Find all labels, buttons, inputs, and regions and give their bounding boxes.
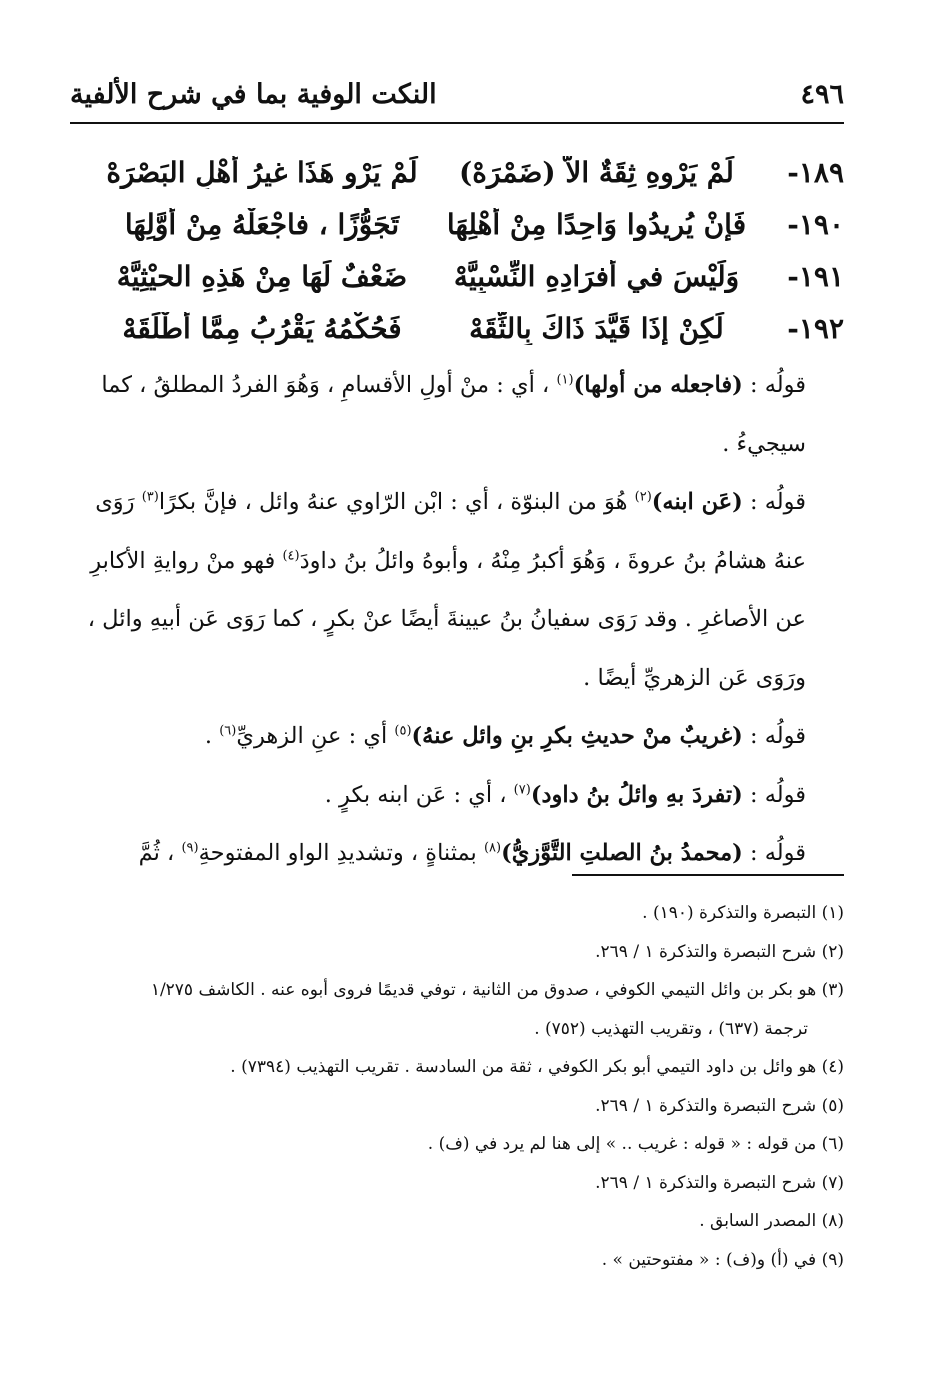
verse-second-hemistich: لَمْ يَرْوِ هَذَا غيرُ أَهْلِ البَصْرَهْ — [106, 155, 418, 189]
verse-second-hemistich: تَجَوُّزًا ، فاجْعَلْهُ مِنْ أَوَّلِهَا — [124, 207, 400, 241]
footnote: (١) التبصرة والتذكرة (١٩٠) . — [642, 903, 844, 923]
verse-number: ١٩٠- — [787, 207, 844, 241]
footnote: (٤) هو وائل بن داود التيمي أبو بكر الكوفي ، ثقة من السادسة . تقريب التهذيب (٧٣٩٤) . — [230, 1057, 844, 1077]
header-divider — [70, 122, 844, 124]
commentary-paragraph — [70, 766, 844, 825]
paragraph-text: ، أي : عَن ابنه بكرٍ . — [324, 781, 514, 808]
footnote-marker: (٢) — [634, 489, 652, 505]
quoted-phrase: (عَن ابنه) — [651, 489, 743, 515]
footnote-marker: (١) — [556, 372, 574, 388]
quoted-phrase: (فاجعله من أولها) — [573, 372, 743, 398]
quoted-phrase: (تفردَ بهِ وائلُ بنُ داود) — [530, 781, 743, 808]
verse-line — [95, 302, 844, 354]
lead-word: قولُه : — [742, 840, 806, 866]
commentary-paragraph — [70, 707, 844, 766]
verse-line — [95, 198, 844, 250]
commentary-paragraph — [70, 356, 844, 473]
footnote: (٧) شرح التبصرة والتذكرة ١ / ٢٦٩. — [595, 1172, 844, 1193]
paragraph-text: ، أي : منْ أولِ الأقسامِ ، وَهُوَ الفردُ المطلقُ ، كما سيجيءُ . — [101, 372, 806, 457]
paragraph-text: بمثناةٍ ، وتشديدِ الواو المفتوحةِ — [198, 840, 484, 866]
verse-number: ١٩١- — [787, 259, 844, 293]
verse-line — [95, 146, 844, 198]
quoted-phrase: (غريبٌ منْ حديثِ بكرِ بنِ وائل عنهُ) — [411, 723, 743, 749]
quoted-phrase: (محمدُ بنُ الصلتِ التَّوَّزيُّ) — [501, 840, 743, 866]
footnotes — [70, 894, 844, 1279]
footnote-marker: (٩) — [181, 840, 199, 856]
paragraph-text: أي : عنِ الزهريِّ — [236, 723, 395, 749]
verse-first-hemistich: لَكِنْ إِذَا قَيَّدَ ذَاكَ بِالثِّقَهْ — [469, 311, 724, 345]
paragraph-text: هُوَ من البنوّة ، أي : ابْن الرّاوي عنهُ وائل ، فإنَّ بكرًا — [158, 489, 635, 515]
footnote: (٩) في (أ) و(ف) : « مفتوحتين » . — [601, 1249, 844, 1270]
verse-first-hemistich: وَلَيْسَ في أفرَادِهِ النِّسْبِيَّهْ — [453, 259, 740, 293]
commentary-text — [70, 356, 844, 883]
footnote: (٢) شرح التبصرة والتذكرة ١ / ٢٦٩. — [595, 941, 844, 962]
footnote-marker: (٨) — [483, 840, 502, 856]
verse-first-hemistich: فَإِنْ يُرِيدُوا وَاحِدًا مِنْ أَهْلِهَا — [446, 207, 747, 241]
verse-number: ١٩٢- — [787, 311, 844, 345]
verse-second-hemistich: ضَعْفٌ لَهَا مِنْ هَذِهِ الحيْثِيَّهْ — [116, 259, 408, 293]
paragraph-text: فهو منْ روايةِ الأكابرِ عن الأصاغرِ . وقد رَوَى سفيانُ بنُ عيينةَ أيضًا عنْ بكرٍ ، كما رَوَى عَن أبيهِ وائل ، ورَوَى عَن الزهريِّ أيضًا . — [87, 547, 806, 691]
footnote-marker: (٧) — [513, 782, 531, 797]
verse-line — [95, 250, 844, 302]
footnote: (٨) المصدر السابق . — [699, 1211, 844, 1231]
lead-word: قولُه : — [742, 781, 806, 808]
footnote-marker: (٦) — [219, 723, 237, 739]
verse-block — [95, 146, 844, 354]
footnote: (٣) هو بكر بن وائل التيمي الكوفي ، صدوق من الثانية ، توفي قديمًا فروى أبوه عنه . الكاشف ١/٢٧٥ — [150, 980, 844, 1000]
lead-word: قولُه : — [742, 372, 806, 398]
page-number: ٤٩٦ — [800, 78, 844, 110]
footnote-continuation: ترجمة (٦٣٧) ، وتقريب التهذيب (٧٥٢) . — [534, 1018, 808, 1039]
paragraph-text: رَوَى عنهُ هشامُ بنُ عروةَ ، وَهُوَ أكبرُ مِنْهُ ، وأبوهُ وائلُ بنُ داودَ — [95, 489, 806, 574]
footnote-marker: (٣) — [141, 489, 159, 505]
footnote-divider — [572, 874, 844, 876]
lead-word: قولُه : — [742, 489, 806, 515]
paragraph-text: ، ثُمَّ — [138, 840, 182, 866]
verse-second-hemistich: فَحُكْمُهُ يَقْرُبُ مِمَّا أَطْلَقَهْ — [122, 311, 402, 345]
footnote-marker: (٤) — [282, 548, 300, 563]
verse-first-hemistich: لَمْ يَرْوِهِ ثِقَةٌ الاّ (ضَمْرَهْ) — [459, 155, 734, 189]
paragraph-text: . — [204, 723, 220, 749]
footnote: (٥) شرح التبصرة والتذكرة ١ / ٢٦٩. — [595, 1095, 844, 1116]
running-title: النكت الوفية بما في شرح الألفية — [70, 78, 437, 110]
page-header — [70, 66, 844, 122]
footnote: (٦) من قوله : « قوله : غريب .. » إلى هنا لم يرد في (ف) . — [427, 1134, 844, 1154]
commentary-paragraph — [70, 473, 844, 707]
footnote-marker: (٥) — [394, 723, 412, 739]
verse-number: ١٨٩- — [787, 155, 844, 189]
lead-word: قولُه : — [742, 723, 806, 749]
